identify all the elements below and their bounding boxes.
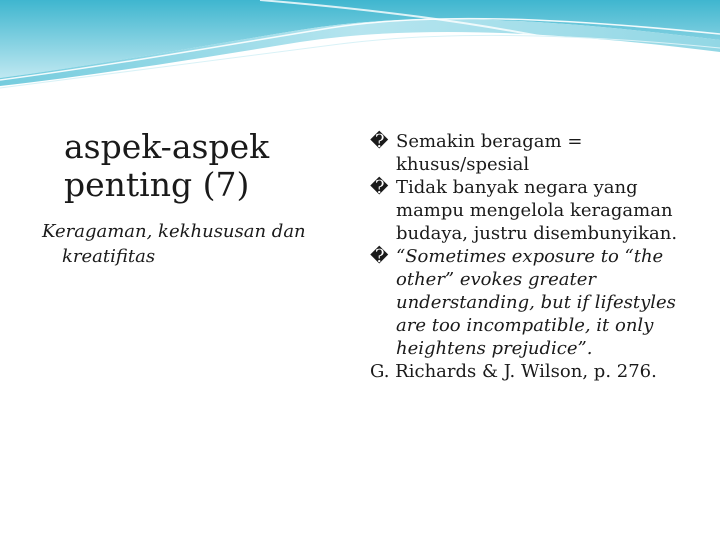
bullet-glyph-icon: � (370, 177, 389, 198)
content-body (370, 130, 700, 383)
citation: G. Richards & J. Wilson, p. 276. (370, 361, 657, 382)
bullet-glyph-icon: � (370, 246, 389, 267)
bullet-item-quote (370, 245, 700, 360)
header-wave-decoration (0, 0, 720, 90)
slide-subtitle: Keragaman, kekhususan dan kreatifitas (42, 221, 306, 267)
quote-text: “Sometimes exposure to “the other” evokes greater understanding, but if lifestyles are too incompatible, it only heightens prejudice”. (396, 246, 676, 359)
bullet-item (370, 130, 700, 176)
bullet-glyph-icon: � (370, 131, 389, 152)
slide-title: aspek-aspek penting (7) (64, 127, 270, 204)
bullet-text: Tidak banyak negara yang mampu mengelola keragaman budaya, justru disembunyikan. (396, 177, 678, 244)
bullet-item (370, 176, 700, 245)
bullet-text: Semakin beragam = khusus/spesial (396, 131, 583, 175)
